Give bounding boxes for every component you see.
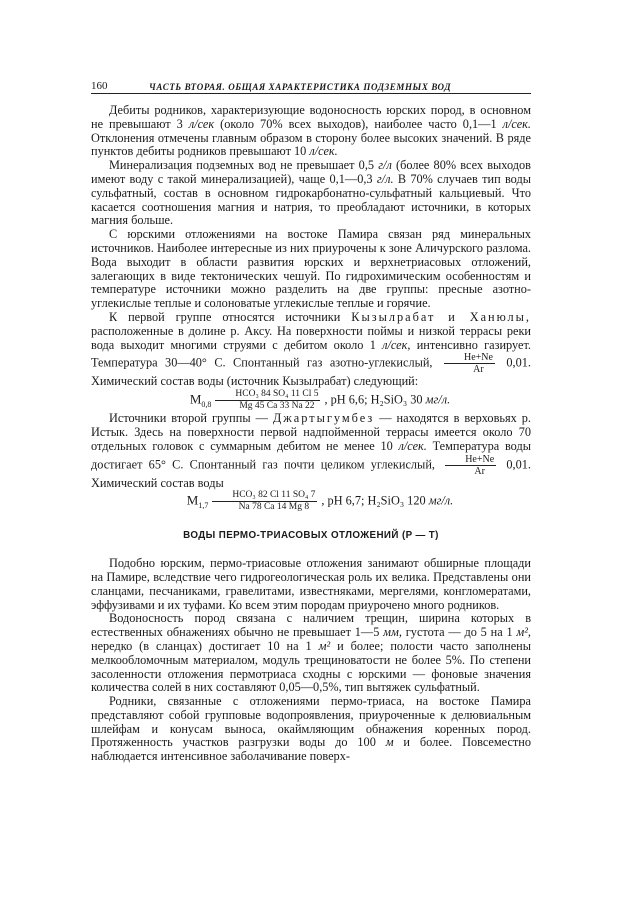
paragraph-spring-discharge: Дебиты родников, характеризующие водоносность юрских пород, в основном не превышают 3 л/сек (около 70% всех выходов), наиболее часто 0,1—1 л/сек. Отклонения отмечены главным образом в сторону более высоких значений. В ряде пунктов дебиты родников превышают 10 л/сек. (91, 103, 531, 159)
chemical-formula-dzhartygumbez: $M_{1,7}$ $\frac{\text{HCO₃ 82 Cl 11 SO₄ 7}}{Na 78 Ca 14 Mg 8}$ , pH 6,7; H₂SiO₃ 120 мг/л. (186, 490, 454, 513)
paragraph-first-group: К первой группе относятся источники Кызылрабат и Ханюлы, расположенные в долине р. Аксу. На поверхности поймы и низкой террасы реки вода выходит многими струями с дебитом около 1 л/сек, интенсивно газирует. Температура 30—40° С. Спонтанный газ азотно-углекислый, $\frac{He+Ne}{Ar}$ 0,01. Химический состав воды (источник Кызылрабат) следующий: (91, 309, 531, 389)
running-title: ЧАСТЬ ВТОРАЯ. ОБЩАЯ ХАРАКТЕРИСТИКА ПОДЗЕМНЫХ ВОД (149, 82, 452, 92)
paragraph-mineralization: Минерализация подземных вод не превышает 0,5 г/л (более 80% всех выходов имеют воду с такой минерализацией), чаще 0,1—0,3 г/л. В 70% случаев тип воды сульфатный, состав в основном гидрокарбонатно-сульфатный кальциевый. Что касается соотношения магния и натрия, то преобладают источники, в которых магния больше. (91, 158, 531, 228)
paragraph-mineral-springs: С юрскими отложениями на востоке Памира связан ряд минеральных источников. Наиболее интересные из них приурочены к зоне Аличурского разлома. Вода выходит в области развития юрских и верхнетриасовых отложений, залегающих в виде тектонических чешуй. По гидрохимическим особенностям и температуре источники можно разделить на две группы: пресные азотно-углекислые теплые и солоноватые углекислые теплые и горячие. (91, 227, 531, 311)
header-rule (91, 93, 531, 94)
gas-ratio-fraction: $\frac{He+Ne}{Ar}$ (444, 352, 495, 375)
formula-fraction: $\frac{\text{HCO₃ 82 Cl 11 SO₄ 7}}{Na 78 Ca 14 Mg 8}$ (212, 490, 317, 513)
formula-fraction: $\frac{\text{HCO₃ 84 SO₄ 11 Cl 5}}{Mg 45 Ca 33 Na 22}$ (215, 389, 320, 412)
gas-ratio-fraction: $\frac{He+Ne}{Ar}$ (445, 454, 496, 477)
chemical-formula-kyzylrabat: $M_{0,8}$ $\frac{\text{HCO₃ 84 SO₄ 11 Cl 5}}{Mg 45 Ca 33 Na 22}$ , pH 6,6; H₂SiO₃ 30 мг/л. (189, 389, 451, 412)
paragraph-springs-permo-triassic: Родники, связанные с отложениями пермо-триаса, на востоке Памира представляют собой групповые водопроявления, приуроченные к делювиальным шлейфам и конусам выноса, окаймляющим обнажения коренных пород. Протяженность участков разгрузки воды до 100 м и более. Повсеместно наблюдается интенсивное заболачивание поверх- (91, 694, 531, 764)
paragraph-second-group: Источники второй группы — Джартыгумбез — находятся в верховьях р. Истык. Здесь на поверхности первой надпойменной террасы имеется около 70 отдельных головок с суммарным дебитом не менее 10 л/сек. Температура воды достигает 65° С. Спонтанный газ почти целиком углекислый, $\frac{He+Ne}{Ar}$ 0,01. Химический состав воды (91, 411, 531, 490)
section-heading: ВОДЫ ПЕРМО-ТРИАСОВЫХ ОТЛОЖЕНИЙ (P — T) (183, 530, 439, 542)
paragraph-permo-triassic: Подобно юрским, пермо-триасовые отложения занимают обширные площади на Памире, вследствие чего гидрогеологическая роль их велика. Представлены они сланцами, песчаниками, гравелитами, известняками, мергелями, конгломератами, эффузивами и их туфами. Ко всем этим породам приурочено много родников. (91, 556, 531, 612)
paragraph-fracturing: Водоносность пород связана с наличием трещин, ширина которых в естественных обнажениях обычно не превышает 1—5 мм, густота — до 5 на 1 м², нередко (в сланцах) достигает 10 на 1 м² и более; полости часто заполнены мелкообломочным материалом, модуль трещиноватости не более 5%. По степени засоленности отложения пермотриаса сходны с юрскими — фоновые значения количества солей в них составляют 0,05—0,5%, тип вытяжек сульфатный. (91, 611, 531, 695)
body-text (91, 104, 531, 764)
page-number: 160 (91, 80, 108, 92)
